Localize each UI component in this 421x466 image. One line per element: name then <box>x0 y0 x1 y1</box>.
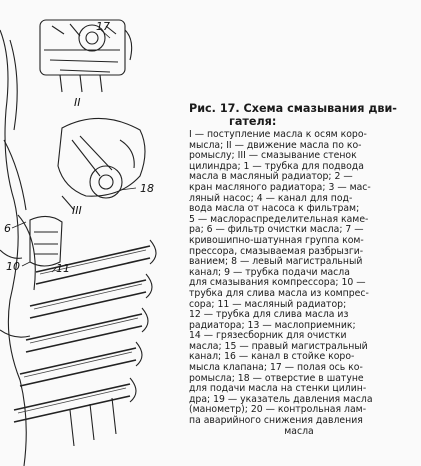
legend-line: 12 — трубка для слива масла из <box>189 309 349 321</box>
callout-6: 6 <box>4 222 11 235</box>
legend-line: для смазывания компрессора; 10 — <box>189 277 366 289</box>
legend-line: ванием; 8 — левый магистральный <box>189 256 363 268</box>
caption-title-line-1: Рис. 17. Схема смазывания дви- <box>189 102 397 115</box>
callout-10: 10 <box>6 260 20 273</box>
legend-line: ра; 6 — фильтр очистки масла; 7 — <box>189 224 364 236</box>
figure-caption <box>189 102 409 437</box>
legend-line: кривошипно-шатунная группа ком- <box>189 234 364 246</box>
legend-line: масла; 15 — правый магистральный <box>189 340 368 352</box>
legend-line: дра; 19 — указатель давления масла <box>189 393 373 405</box>
legend-line: масла в масляный радиатор; 2 — <box>189 171 353 183</box>
callout-roman-iii: III <box>72 204 82 217</box>
legend-line: мысла клапана; 17 — полая ось ко- <box>189 362 363 374</box>
legend-line: ромыслу; III — смазывание стенок <box>189 150 357 162</box>
legend-line: кран масляного радиатора; 3 — мас- <box>189 181 371 193</box>
legend-line: (манометр); 20 — контрольная лам- <box>189 404 367 416</box>
callout-17: 17 <box>96 20 110 33</box>
callout-roman-ii: II <box>74 96 81 109</box>
legend-line: сора; 11 — масляный радиатор; <box>189 298 347 310</box>
legend-line: 5 — маслораспределительная каме- <box>189 213 369 225</box>
callout-11: 11 <box>56 262 70 275</box>
callout-18: 18 <box>140 182 154 195</box>
legend-line: для подачи масла на стенки цилин- <box>189 383 367 395</box>
caption-legend <box>189 130 409 437</box>
legend-line: 14 — грязесборник для очистки <box>189 330 347 342</box>
caption-title-line-2: гателя: <box>229 115 277 128</box>
legend-line: трубка для слива масла из компрес- <box>189 287 369 299</box>
legend-line: I — поступление масла к осям коро- <box>189 129 367 140</box>
legend-line: ромысла; 18 — отверстие в шатуне <box>189 372 364 384</box>
legend-line: ляный насос; 4 — канал для под- <box>189 192 353 204</box>
legend-line: цилиндра; 1 — трубка для подвода <box>189 160 364 172</box>
engine-lubrication-diagram <box>0 0 200 466</box>
legend-line: па аварийного снижения давления <box>189 415 363 427</box>
legend-line: мысла; II — движение масла по ко- <box>189 139 362 151</box>
legend-line: прессора, смазываемая разбрызги- <box>189 245 364 257</box>
legend-line: канал; 9 — трубка подачи масла <box>189 266 350 278</box>
legend-line: радиатора; 13 — маслоприемник; <box>189 319 356 331</box>
legend-line: канал; 16 — канал в стойке коро- <box>189 351 355 363</box>
caption-title <box>189 102 409 128</box>
legend-line: масла <box>284 425 314 437</box>
legend-line: вода масла от насоса к фильтрам; <box>189 203 360 215</box>
